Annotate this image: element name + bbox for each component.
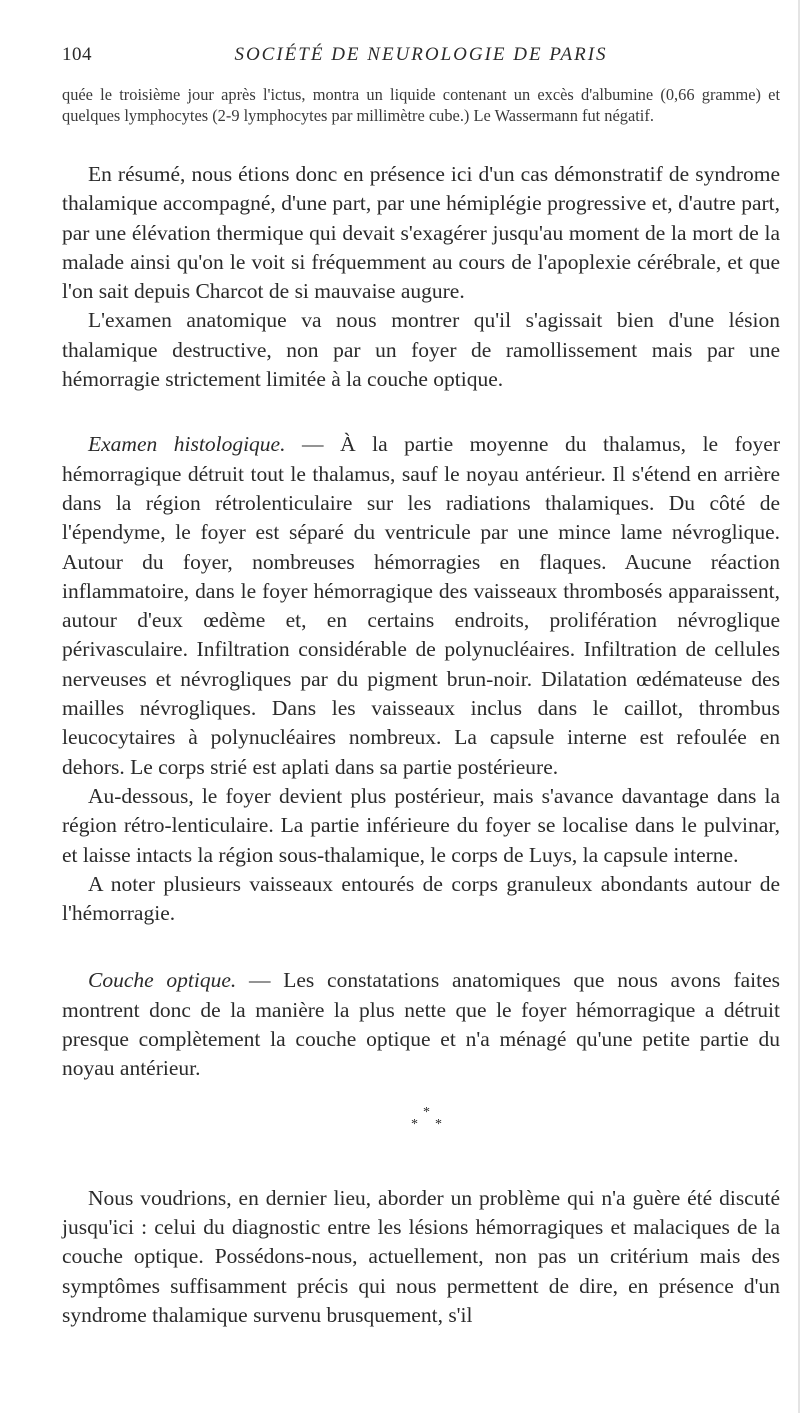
section-separator xyxy=(62,1106,780,1150)
separator-star: * xyxy=(435,1116,442,1132)
separator-star: * xyxy=(411,1116,418,1132)
body-text xyxy=(62,84,780,1330)
paragraph-histology xyxy=(62,430,780,782)
histology-dash: — xyxy=(302,432,324,457)
paragraph-anatomy-intro: L'examen anatomique va nous montrer qu'il s'agissait bien d'une lésion thalamique destructive, non par un foyer de ramollissement mais par une hémorragie strictement limitée à la couche optique. xyxy=(62,308,780,392)
optic-layer-text: — Les constatations anatomiques que nous avons faites montrent donc de la manière la plus nette que le foyer hémorragique a détruit presque complètement la couche optique et n'a ménagé qu'une petite partie du noyau antérieur. xyxy=(62,968,780,1081)
separator-star: * xyxy=(423,1104,430,1120)
heading-histology: Examen histologique. xyxy=(88,432,286,457)
heading-optic-layer: Couche optique. xyxy=(88,968,237,993)
histology-text: À la partie moyenne du thalamus, le foyer hémorragique détruit tout le thalamus, sauf le noyau antérieur. Il s'étend en arrière dans la région rétrolenticulaire sur les radiations thalamiques. Du côté de l'épendyme, le foyer est séparé du ventricule par une mince lame névroglique. Autour du foyer, nombreuses hémorragies en flaques. Aucune réaction inflammatoire, dans le foyer hémorragique des vaisseaux thrombosés apparaissent, autour d'eux œdème et, en certains endroits, prolifération névroglique périvasculaire. Infiltration considérable de polynucléaires. Infiltration de cellules nerveuses et névrogliques par du pigment brun-noir. Dilatation œdémateuse des mailles névrogliques. Dans les vaisseaux inclus dans le caillot, thrombus leucocytaires à polynucléaires nombreux. La capsule interne est refoulée en dehors. Le corps strié est aplati dans sa partie postérieure. xyxy=(62,432,781,779)
page-number: 104 xyxy=(62,44,92,65)
paragraph-diagnosis: Nous voudrions, en dernier lieu, aborder un problème qui n'a guère été discuté jusqu'ici : celui du diagnostic entre les lésions hémorragiques et malaciques de la couche optique. Possédons-nous, actuellement, non pas un critérium mais des symptômes suffisamment précis qui nous permettent de dire, en présence d'un syndrome thalamique survenu brusquement, s'il xyxy=(62,1185,780,1327)
paragraph-optic-layer xyxy=(62,966,780,1083)
paragraph-summary: En résumé, nous étions donc en présence ici d'un cas démonstratif de syndrome thalamique accompagné, d'une part, par une hémiplégie progressive et, d'autre part, par une élévation thermique qui devait s'exagérer jusqu'au moment de la mort de la malade ainsi qu'on le voit si fréquemment au cours de l'apoplexie cérébrale, et que l'on sait depuis Charcot de si mauvaise augure. xyxy=(62,162,780,304)
paragraph-below: Au-dessous, le foyer devient plus postérieur, mais s'avance davantage dans la région rétro-lenticulaire. La partie inférieure du foyer se localise dans le pulvinar, et laisse intacts la région sous-thalamique, le corps de Luys, la capsule interne. xyxy=(62,783,780,867)
page-header xyxy=(62,44,780,74)
paragraph-continuation: quée le troisième jour après l'ictus, montra un liquide contenant un excès d'albumine (0,66 gramme) et quelques lymphocytes (2-9 lymphocytes par millimètre cube.) Le Wassermann fut négatif. xyxy=(62,85,780,125)
running-title: SOCIÉTÉ DE NEUROLOGIE DE PARIS xyxy=(234,44,608,65)
paragraph-note: A noter plusieurs vaisseaux entourés de corps granuleux abondants autour de l'hémorragie. xyxy=(62,871,780,926)
